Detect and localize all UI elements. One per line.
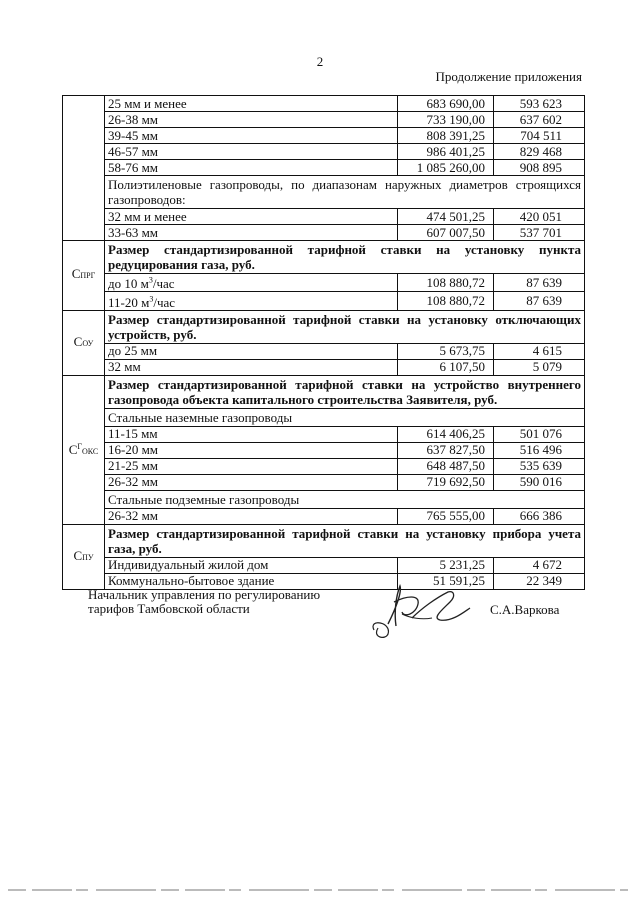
steel-row xyxy=(63,160,585,176)
scan-edge-noise xyxy=(8,888,628,892)
code-pu-letter: С xyxy=(73,547,83,563)
pu-row-label: Коммунально-бытовое здание xyxy=(105,573,398,589)
code-ou-letter: С xyxy=(73,333,83,349)
steel-row-label: 26-38 мм xyxy=(105,112,398,128)
ou-row-label: до 25 мм xyxy=(105,343,398,359)
section-a-code-cell xyxy=(63,96,105,241)
oks-surface-row-label: 26-32 мм xyxy=(105,474,398,490)
prg-row-value-1: 108 880,72 xyxy=(398,292,494,310)
oks-underground-row-value-2: 666 386 xyxy=(494,508,585,524)
pu-row-value-2: 22 349 xyxy=(494,573,585,589)
steel-row xyxy=(63,128,585,144)
pu-row-value-2: 4 672 xyxy=(494,557,585,573)
prg-row-label xyxy=(105,292,398,310)
oks-surface-row xyxy=(63,442,585,458)
oks-underground-row-label: 26-32 мм xyxy=(105,508,398,524)
prg-row xyxy=(63,274,585,292)
signature-title-line1: Начальник управления по регулированию xyxy=(88,587,321,602)
steel-row xyxy=(63,144,585,160)
prg-row-value-2: 87 639 xyxy=(494,274,585,292)
code-ou xyxy=(63,310,105,375)
ou-row xyxy=(63,359,585,375)
code-oks-letter: С xyxy=(68,442,78,458)
code-prg-letter: С xyxy=(71,266,81,282)
pe-row-label: 32 мм и менее xyxy=(105,209,398,225)
code-pu-sub: ПУ xyxy=(82,552,94,562)
continuation-label: Продолжение приложения xyxy=(435,69,582,84)
steel-row xyxy=(63,112,585,128)
code-prg-sub: ПРГ xyxy=(80,271,96,281)
ou-row xyxy=(63,343,585,359)
oks-surface-row-label: 11-15 мм xyxy=(105,426,398,442)
steel-row-value-2: 593 623 xyxy=(494,96,585,112)
pe-row-value-2: 537 701 xyxy=(494,225,585,241)
pe-heading-text: Полиэтиленовые газопроводы, по диапазонам наружных диаметров строящихся газопроводов: xyxy=(105,176,585,209)
signer-name: С.А.Варкова xyxy=(490,602,560,617)
prg-label-sup: 3 xyxy=(148,276,153,285)
ou-heading xyxy=(63,310,585,343)
prg-heading-text: Размер стандартизированной тарифной ставки на установку пункта редуцирования газа, руб. xyxy=(105,241,585,274)
oks-surface-row xyxy=(63,426,585,442)
steel-row-label: 25 мм и менее xyxy=(105,96,398,112)
pe-heading xyxy=(63,176,585,209)
steel-row xyxy=(63,96,585,112)
tariff-table-body xyxy=(63,96,585,590)
tariff-table xyxy=(62,95,585,590)
code-prg xyxy=(63,241,105,311)
prg-row-value-1: 108 880,72 xyxy=(398,274,494,292)
oks-surface-row-label: 21-25 мм xyxy=(105,458,398,474)
prg-heading xyxy=(63,241,585,274)
steel-row-value-1: 733 190,00 xyxy=(398,112,494,128)
steel-row-value-2: 829 468 xyxy=(494,144,585,160)
pu-heading-text: Размер стандартизированной тарифной ставки на установку прибора учета газа, руб. xyxy=(105,524,585,557)
steel-row-value-1: 808 391,25 xyxy=(398,128,494,144)
pe-row-value-2: 420 051 xyxy=(494,209,585,225)
steel-row-value-2: 908 895 xyxy=(494,160,585,176)
ou-row-value-2: 4 615 xyxy=(494,343,585,359)
pu-row-label: Индивидуальный жилой дом xyxy=(105,557,398,573)
oks-surface-row-value-1: 648 487,50 xyxy=(398,458,494,474)
code-ou-sub: ОУ xyxy=(82,338,94,348)
pu-row xyxy=(63,557,585,573)
prg-row-value-2: 87 639 xyxy=(494,292,585,310)
handwritten-signature xyxy=(366,578,476,640)
oks-underground-row xyxy=(63,508,585,524)
prg-label: до 10 $м^3$/час xyxy=(108,276,175,292)
steel-row-value-1: 1 085 260,00 xyxy=(398,160,494,176)
steel-row-label: 39-45 мм xyxy=(105,128,398,144)
code-oks-sup: Г xyxy=(77,442,83,452)
pe-row-label: 33-63 мм xyxy=(105,225,398,241)
steel-row-label: 58-76 мм xyxy=(105,160,398,176)
oks-heading xyxy=(63,375,585,408)
code-pu xyxy=(63,524,105,589)
signature-title xyxy=(88,588,320,616)
code-oks xyxy=(63,375,105,524)
steel-row-value-1: 683 690,00 xyxy=(398,96,494,112)
oks-underground-heading xyxy=(63,490,585,508)
pe-row xyxy=(63,209,585,225)
ou-row-value-1: 5 673,75 xyxy=(398,343,494,359)
steel-row-value-2: 637 602 xyxy=(494,112,585,128)
ou-heading-text: Размер стандартизированной тарифной ставки на установку отключающих устройств, руб. xyxy=(105,310,585,343)
oks-surface-heading-text: Стальные наземные газопроводы xyxy=(105,408,585,426)
steel-row-value-2: 704 511 xyxy=(494,128,585,144)
oks-underground-row-value-1: 765 555,00 xyxy=(398,508,494,524)
page-number: 2 xyxy=(316,54,324,69)
oks-surface-row-label: 16-20 мм xyxy=(105,442,398,458)
oks-surface-row-value-1: 637 827,50 xyxy=(398,442,494,458)
prg-row xyxy=(63,292,585,310)
oks-surface-row-value-2: 535 639 xyxy=(494,458,585,474)
prg-row-label xyxy=(105,274,398,292)
oks-heading-text: Размер стандартизированной тарифной ставки на устройство внутреннего газопровода объекта капитального строительства Заявителя, руб. xyxy=(105,375,585,408)
pu-heading xyxy=(63,524,585,557)
ou-row-label: 32 мм xyxy=(105,359,398,375)
steel-row-label: 46-57 мм xyxy=(105,144,398,160)
oks-surface-row-value-1: 614 406,25 xyxy=(398,426,494,442)
ou-row-value-2: 5 079 xyxy=(494,359,585,375)
prg-label-sup: 3 xyxy=(149,294,154,304)
oks-surface-row xyxy=(63,474,585,490)
ou-row-value-1: 6 107,50 xyxy=(398,359,494,375)
oks-surface-heading xyxy=(63,408,585,426)
oks-underground-heading-text: Стальные подземные газопроводы xyxy=(105,490,585,508)
oks-surface-row-value-2: 590 016 xyxy=(494,474,585,490)
code-oks-sub: ОКС xyxy=(82,447,99,457)
oks-surface-row-value-2: 516 496 xyxy=(494,442,585,458)
pe-row xyxy=(63,225,585,241)
steel-row-value-1: 986 401,25 xyxy=(398,144,494,160)
oks-surface-row xyxy=(63,458,585,474)
oks-surface-row-value-2: 501 076 xyxy=(494,426,585,442)
pe-row-value-1: 474 501,25 xyxy=(398,209,494,225)
signature-title-line2: тарифов Тамбовской области xyxy=(88,601,250,616)
pu-row-value-1: 51 591,25 xyxy=(398,573,494,589)
pu-row-value-1: 5 231,25 xyxy=(398,557,494,573)
pe-row-value-1: 607 007,50 xyxy=(398,225,494,241)
oks-surface-row-value-1: 719 692,50 xyxy=(398,474,494,490)
prg-label: 11-20 $м^3$/час xyxy=(108,294,176,310)
